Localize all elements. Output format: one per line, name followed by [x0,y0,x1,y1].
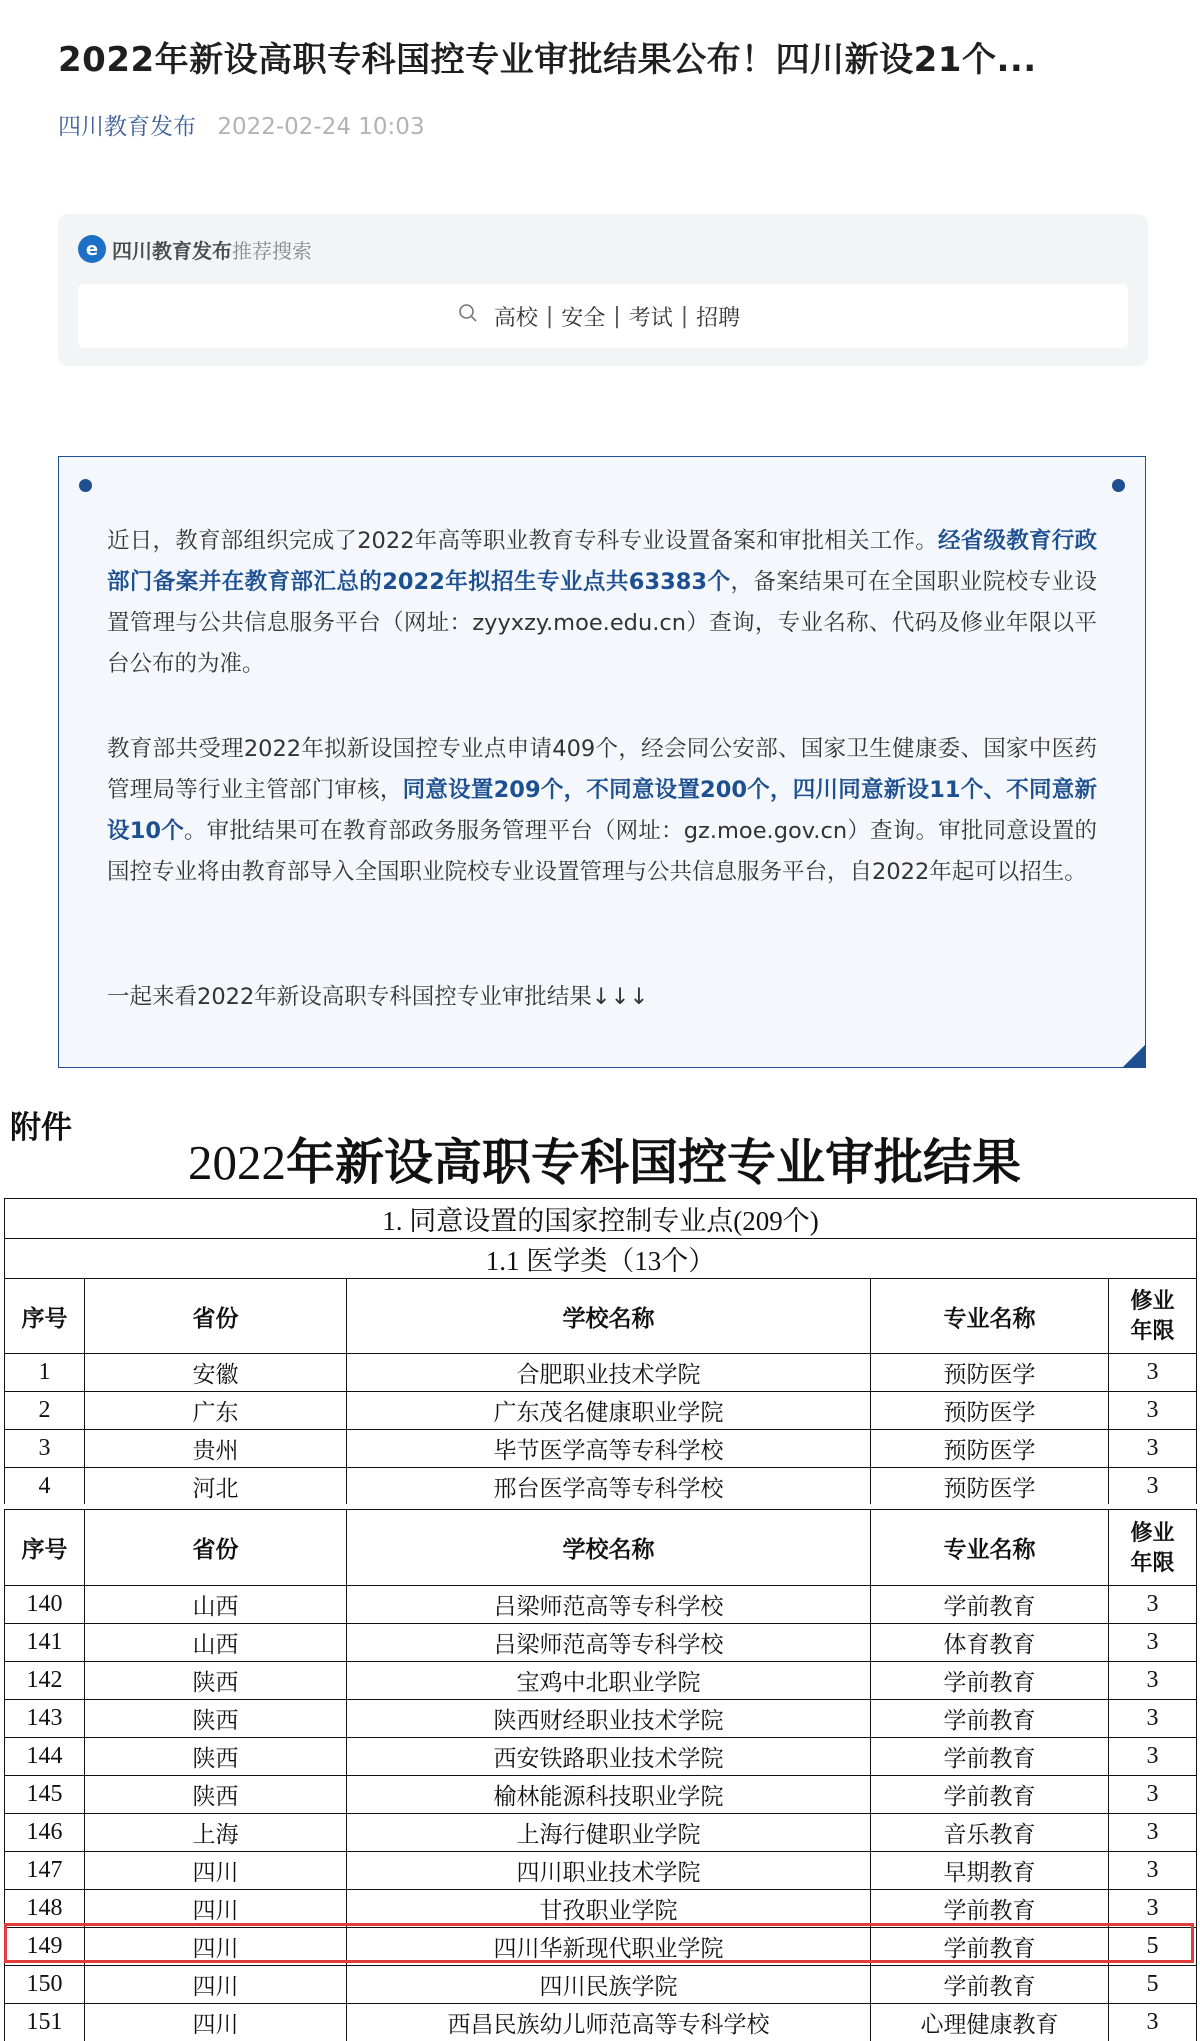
cell-no: 140 [5,1586,85,1624]
document-title [188,1124,1021,1194]
cell-school: 邢台医学高等专科学校 [347,1468,871,1505]
table-row [5,1776,1197,1814]
cell-province: 河北 [85,1468,347,1505]
cell-school: 甘孜职业学院 [347,1890,871,1928]
cell-years: 3 [1109,1392,1197,1430]
cell-years: 3 [1109,1468,1197,1505]
document-title-text: 年新设高职专科国控专业审批结果 [286,1133,1022,1191]
recommend-search-panel [58,214,1148,366]
table-body-top [5,1354,1197,1505]
cell-no: 150 [5,1966,85,2004]
cell-years: 3 [1109,1586,1197,1624]
search-icon [458,303,486,329]
cell-years: 3 [1109,1662,1197,1700]
table-row [5,1354,1197,1392]
cell-major: 预防医学 [871,1468,1109,1505]
notice-text: ，备案结果可在全国职业院校专业设置管理与公共信息服务平台（网址：zyyxzy.moe.edu.cn）查询，专业名称、代码及修业年限以平台公布的为准。 [107,569,1097,677]
author-link[interactable]: 四川教育发布 [58,114,196,140]
recommend-search-header [78,234,312,264]
cell-years: 3 [1109,1430,1197,1468]
cell-school: 宝鸡中北职业学院 [347,1662,871,1700]
cell-school: 四川华新现代职业学院 [347,1928,871,1966]
header-no: 序号 [5,1510,85,1586]
article-title: 2022年新设高职专科国控专业审批结果公布！四川新设21个... [58,40,1037,80]
section-row [5,1199,1197,1239]
cell-province: 贵州 [85,1430,347,1468]
cell-no: 151 [5,2004,85,2041]
cell-major: 体育教育 [871,1624,1109,1662]
table-row [5,1662,1197,1700]
table-row [5,1430,1197,1468]
table-row [5,1624,1197,1662]
cell-school: 毕节医学高等专科学校 [347,1430,871,1468]
cell-years: 5 [1109,1966,1197,2004]
table-row [5,1852,1197,1890]
cell-no: 144 [5,1738,85,1776]
cell-years: 3 [1109,1738,1197,1776]
keyword-divider: | [545,303,554,329]
table-top-clip [0,1198,1200,1504]
header-major: 专业名称 [871,1279,1109,1354]
table-row [5,1700,1197,1738]
table-row [5,1890,1197,1928]
cell-school: 广东茂名健康职业学院 [347,1392,871,1430]
cell-school: 吕梁师范高等专科学校 [347,1624,871,1662]
section-title: 1. 同意设置的国家控制专业点(209个) [5,1199,1197,1239]
cell-school: 四川职业技术学院 [347,1852,871,1890]
decor-dot [1112,479,1125,492]
header-years [1109,1510,1197,1586]
cell-years: 3 [1109,1814,1197,1852]
cell-major: 学前教育 [871,1890,1109,1928]
header-school: 学校名称 [347,1510,871,1586]
cell-school: 榆林能源科技职业学院 [347,1776,871,1814]
approval-table-top [4,1198,1197,1504]
cell-no: 143 [5,1700,85,1738]
table-row [5,1738,1197,1776]
header-major: 专业名称 [871,1510,1109,1586]
cell-major: 早期教育 [871,1852,1109,1890]
brand-logo-icon: e [78,235,106,263]
table-row [5,1392,1197,1430]
cell-no: 142 [5,1662,85,1700]
notice-emphasis: 经省级教育行政部门备案并在教育部汇总的2022年拟招生专业点共63383个 [107,528,1097,595]
cell-province: 广东 [85,1392,347,1430]
cell-years: 3 [1109,1890,1197,1928]
table-body-bottom [5,1586,1197,2041]
publish-date: 2022-02-24 10:03 [217,114,425,140]
cell-school: 四川民族学院 [347,1966,871,2004]
header-years-line2: 年限 [1130,1318,1175,1344]
cell-major: 预防医学 [871,1392,1109,1430]
cell-no: 147 [5,1852,85,1890]
cell-major: 预防医学 [871,1430,1109,1468]
notice-box [58,456,1146,1068]
cell-school: 吕梁师范高等专科学校 [347,1586,871,1624]
cell-years: 3 [1109,1624,1197,1662]
cell-no: 1 [5,1354,85,1392]
cell-province: 四川 [85,1966,347,2004]
cell-province: 安徽 [85,1354,347,1392]
header-no: 序号 [5,1279,85,1354]
cell-major: 预防医学 [871,1354,1109,1392]
cell-province: 山西 [85,1586,347,1624]
cell-no: 149 [5,1928,85,1966]
search-keyword-link[interactable]: 招聘 [696,305,741,331]
cell-no: 4 [5,1468,85,1505]
header-school: 学校名称 [347,1279,871,1354]
notice-emphasis: 同意设置209个，不同意设置200个，四川同意新设11个、不同意新设10个 [107,777,1097,844]
cell-major: 学前教育 [871,1928,1109,1966]
cell-years: 3 [1109,1700,1197,1738]
cell-years: 3 [1109,1354,1197,1392]
cell-major: 学前教育 [871,1966,1109,2004]
cell-school: 西昌民族幼儿师范高等专科学校 [347,2004,871,2041]
keyword-divider: | [680,303,689,329]
cell-no: 3 [5,1430,85,1468]
header-years [1109,1279,1197,1354]
cell-no: 141 [5,1624,85,1662]
subsection-title: 1.1 医学类（13个） [5,1239,1197,1279]
cell-province: 陕西 [85,1662,347,1700]
cell-province: 陕西 [85,1700,347,1738]
decor-corner [1122,1044,1146,1068]
notice-text: 。审批结果可在教育部政务服务管理平台（网址：gz.moe.gov.cn）查询。审批同意设置的国控专业将由教育部导入全国职业院校专业设置管理与公共信息服务平台，自2022年起可以招生。 [107,818,1097,885]
highlight-box [4,1923,1194,1963]
brand-name: 四川教育发布 [112,238,232,263]
cell-province: 上海 [85,1814,347,1852]
cell-major: 学前教育 [871,1738,1109,1776]
search-keyword-link[interactable]: 安全 [561,305,606,331]
keyword-divider: | [613,303,621,329]
section-row [5,1239,1197,1279]
table-row [5,2004,1197,2041]
cell-no: 145 [5,1776,85,1814]
cell-major: 心理健康教育 [871,2004,1109,2041]
cell-years: 3 [1109,1776,1197,1814]
decor-dot [79,479,92,492]
cell-major: 学前教育 [871,1700,1109,1738]
cell-major: 学前教育 [871,1662,1109,1700]
attachment-label: 附件 [10,1110,72,1146]
table-header [5,1510,1197,1586]
header-province: 省份 [85,1279,347,1354]
table-row [5,1814,1197,1852]
article-meta [58,108,425,141]
cell-no: 148 [5,1890,85,1928]
header-province: 省份 [85,1510,347,1586]
document-title-year: 2022 [188,1135,286,1190]
cell-province: 陕西 [85,1776,347,1814]
cell-school: 合肥职业技术学院 [347,1354,871,1392]
cell-school: 上海行健职业学院 [347,1814,871,1852]
cell-major: 学前教育 [871,1776,1109,1814]
notice-paragraph-1 [107,521,1097,685]
search-keyword-link[interactable]: 高校 [493,305,538,331]
recommend-label: 推荐搜索 [232,238,312,263]
cell-school: 陕西财经职业技术学院 [347,1700,871,1738]
cell-years: 5 [1109,1928,1197,1966]
cell-province: 四川 [85,2004,347,2041]
table-header [5,1279,1197,1354]
cell-years: 3 [1109,2004,1197,2041]
cell-no: 146 [5,1814,85,1852]
cell-province: 四川 [85,1890,347,1928]
recommend-search-box[interactable] [78,284,1128,348]
cell-province: 四川 [85,1928,347,1966]
cell-province: 山西 [85,1624,347,1662]
search-keyword-link[interactable]: 考试 [628,305,673,331]
table-row [5,1468,1197,1505]
header-years-line1: 修业 [1130,1288,1175,1314]
cell-no: 2 [5,1392,85,1430]
notice-text: 教育部共受理2022年拟新设国控专业点申请409个，经会同公安部、国家卫生健康委、国家中医药管理局等行业主管部门审核， [107,736,1097,803]
header-years-line2: 年限 [1130,1549,1175,1576]
table-row [5,1966,1197,2004]
cell-years: 3 [1109,1852,1197,1890]
header-years-line1: 修业 [1130,1519,1175,1546]
cell-major: 学前教育 [871,1586,1109,1624]
notice-text: 近日，教育部组织完成了2022年高等职业教育专科专业设置备案和审批相关工作。 [107,528,938,554]
table-row [5,1586,1197,1624]
cell-province: 四川 [85,1852,347,1890]
cell-province: 陕西 [85,1738,347,1776]
cell-school: 西安铁路职业技术学院 [347,1738,871,1776]
notice-paragraph-3: 一起来看2022年新设高职专科国控专业审批结果↓↓↓ [107,984,649,1010]
cell-major: 音乐教育 [871,1814,1109,1852]
notice-paragraph-2 [107,729,1097,893]
